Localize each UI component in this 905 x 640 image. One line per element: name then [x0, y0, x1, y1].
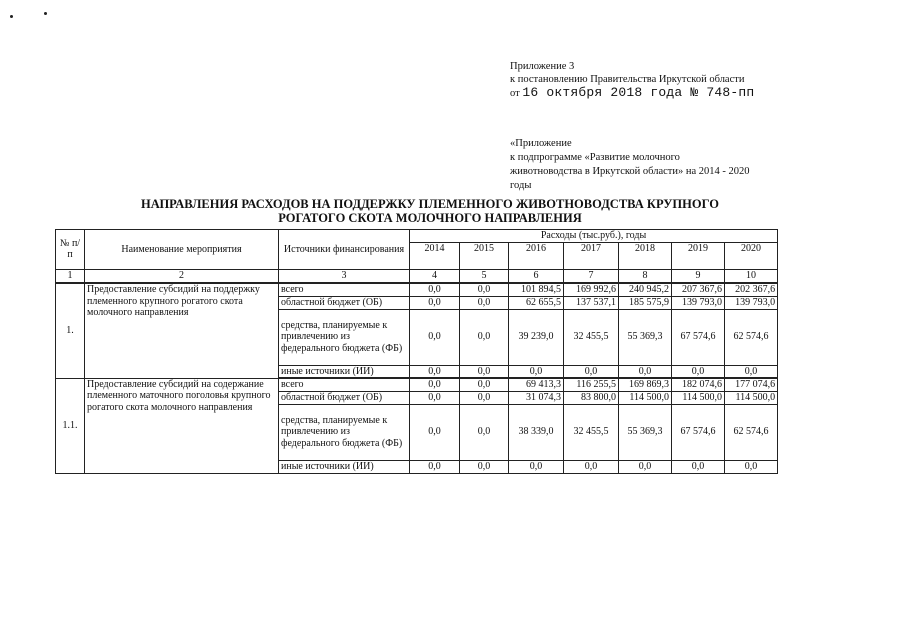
subprogram-appendix-note: [510, 137, 800, 193]
column-index: 6: [509, 269, 564, 283]
value-cell: 62 574,6: [725, 404, 778, 460]
column-index: 2: [85, 269, 279, 283]
year-header: 2019: [672, 242, 725, 269]
funding-source: средства, планируемые к привлечению из федерального бюджета (ФБ): [279, 404, 410, 460]
document-title: [80, 197, 780, 225]
col-header-number: № п/п: [56, 230, 85, 270]
value-cell: 62 574,6: [725, 309, 778, 365]
value-cell: 169 869,3: [619, 378, 672, 391]
funding-source: средства, планируемые к привлечению из федерального бюджета (ФБ): [279, 309, 410, 365]
year-header: 2014: [410, 242, 460, 269]
measure-name: Предоставление субсидий на поддержку племенного крупного рогатого скота молочного направления: [85, 283, 279, 378]
value-cell: 0,0: [460, 460, 509, 473]
value-cell: 114 500,0: [619, 391, 672, 404]
value-cell: 139 793,0: [725, 296, 778, 309]
scan-speck-1: [10, 15, 13, 18]
value-cell: 0,0: [509, 460, 564, 473]
value-cell: 0,0: [460, 296, 509, 309]
column-index: 8: [619, 269, 672, 283]
value-cell: 0,0: [460, 309, 509, 365]
value-cell: 0,0: [460, 391, 509, 404]
value-cell: 32 455,5: [564, 309, 619, 365]
column-index: 5: [460, 269, 509, 283]
decree-reference: к постановлению Правительства Иркутской области: [510, 74, 745, 85]
value-cell: 114 500,0: [672, 391, 725, 404]
col-header-source: Источники финансирования: [279, 230, 410, 270]
year-header: 2016: [509, 242, 564, 269]
value-cell: 0,0: [619, 460, 672, 473]
value-cell: 67 574,6: [672, 309, 725, 365]
value-cell: 0,0: [410, 309, 460, 365]
table-row: [56, 283, 778, 296]
value-cell: 0,0: [509, 365, 564, 378]
value-cell: 0,0: [410, 404, 460, 460]
appendix-line-3: животноводства в Иркутской области» на 2014 - 2020: [510, 166, 750, 177]
col-header-expenses: Расходы (тыс.руб.), годы: [410, 230, 778, 243]
value-cell: 0,0: [725, 460, 778, 473]
value-cell: 0,0: [564, 460, 619, 473]
funding-source: областной бюджет (ОБ): [279, 391, 410, 404]
value-cell: 0,0: [410, 391, 460, 404]
appendix-line-1: «Приложение: [510, 138, 572, 149]
table-row: [56, 378, 778, 391]
value-cell: 62 655,5: [509, 296, 564, 309]
value-cell: 38 339,0: [509, 404, 564, 460]
value-cell: 39 239,0: [509, 309, 564, 365]
funding-source: иные источники (ИИ): [279, 365, 410, 378]
value-cell: 67 574,6: [672, 404, 725, 460]
value-cell: 31 074,3: [509, 391, 564, 404]
column-index-row: [56, 269, 778, 283]
decree-header: [510, 60, 840, 100]
decree-date-line: [510, 86, 840, 100]
appendix-line-2: к подпрограмме «Развитие молочного: [510, 152, 680, 163]
column-index: 3: [279, 269, 410, 283]
year-header: 2020: [725, 242, 778, 269]
year-header: 2015: [460, 242, 509, 269]
column-index: 10: [725, 269, 778, 283]
value-cell: 0,0: [672, 365, 725, 378]
value-cell: 202 367,6: [725, 283, 778, 296]
value-cell: 185 575,9: [619, 296, 672, 309]
title-line-1: НАПРАВЛЕНИЯ РАСХОДОВ НА ПОДДЕРЖКУ ПЛЕМЕННОГО ЖИВОТНОВОДСТВА КРУПНОГО: [141, 197, 719, 211]
column-index: 4: [410, 269, 460, 283]
value-cell: 32 455,5: [564, 404, 619, 460]
column-index: 9: [672, 269, 725, 283]
value-cell: 137 537,1: [564, 296, 619, 309]
funding-source: областной бюджет (ОБ): [279, 296, 410, 309]
column-index: 1: [56, 269, 85, 283]
column-index: 7: [564, 269, 619, 283]
value-cell: 101 894,5: [509, 283, 564, 296]
value-cell: 0,0: [460, 365, 509, 378]
value-cell: 83 800,0: [564, 391, 619, 404]
value-cell: 240 945,2: [619, 283, 672, 296]
value-cell: 0,0: [460, 378, 509, 391]
value-cell: 0,0: [619, 365, 672, 378]
year-header: 2017: [564, 242, 619, 269]
value-cell: 0,0: [410, 296, 460, 309]
appendix-line-4: годы: [510, 180, 532, 191]
value-cell: 139 793,0: [672, 296, 725, 309]
title-line-2: РОГАТОГО СКОТА МОЛОЧНОГО НАПРАВЛЕНИЯ: [278, 211, 582, 225]
value-cell: 0,0: [672, 460, 725, 473]
value-cell: 69 413,3: [509, 378, 564, 391]
col-header-name: Наименование мероприятия: [85, 230, 279, 270]
value-cell: 0,0: [460, 283, 509, 296]
date-prefix: от: [510, 88, 520, 99]
value-cell: 169 992,6: [564, 283, 619, 296]
expenses-table: [55, 229, 778, 474]
value-cell: 0,0: [410, 283, 460, 296]
value-cell: 0,0: [410, 460, 460, 473]
scan-speck-2: [44, 12, 47, 15]
year-header: 2018: [619, 242, 672, 269]
value-cell: 0,0: [564, 365, 619, 378]
value-cell: 0,0: [410, 378, 460, 391]
value-cell: 177 074,6: [725, 378, 778, 391]
value-cell: 114 500,0: [725, 391, 778, 404]
value-cell: 207 367,6: [672, 283, 725, 296]
value-cell: 55 369,3: [619, 404, 672, 460]
decree-appendix-number: Приложение 3: [510, 61, 575, 72]
measure-name: Предоставление субсидий на содержание племенного маточного поголовья крупного рогатого скота молочного направления: [85, 378, 279, 473]
value-cell: 116 255,5: [564, 378, 619, 391]
funding-source: всего: [279, 283, 410, 296]
value-cell: 0,0: [460, 404, 509, 460]
value-cell: 0,0: [725, 365, 778, 378]
section-number: 1.1.: [56, 378, 85, 473]
value-cell: 0,0: [410, 365, 460, 378]
funding-source: всего: [279, 378, 410, 391]
section-number: 1.: [56, 283, 85, 378]
value-cell: 182 074,6: [672, 378, 725, 391]
date-stamp: 16 октября 2018 года № 748-пп: [522, 85, 755, 100]
value-cell: 55 369,3: [619, 309, 672, 365]
funding-source: иные источники (ИИ): [279, 460, 410, 473]
